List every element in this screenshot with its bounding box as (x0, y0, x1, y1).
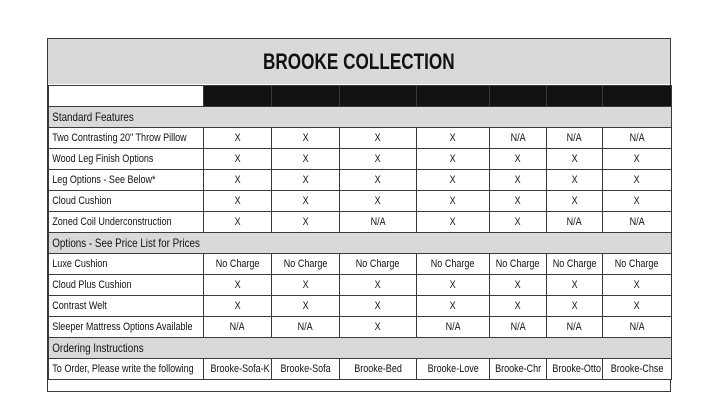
cell-value: N/A (629, 216, 645, 228)
cell-value: X (302, 300, 309, 312)
column-header-label: Sofa (295, 90, 316, 102)
cell-value: Brooke-Otto (552, 363, 601, 375)
value-cell-sofa (272, 296, 340, 317)
cell-value: X (571, 300, 578, 312)
cell-value: No Charge (215, 258, 260, 270)
collection-table-frame (47, 38, 671, 392)
feature-label: To Order, Please write the following (52, 363, 194, 375)
cell-value: X (571, 195, 578, 207)
table-row (49, 212, 672, 233)
section-heading-label: Ordering Instructions (52, 341, 144, 355)
value-cell-loveseat (417, 296, 490, 317)
cell-value: X (374, 174, 382, 186)
value-cell-queen-sleeper (340, 317, 417, 338)
cell-value: X (302, 174, 309, 186)
cell-value: X (449, 132, 457, 144)
value-cell-ottoman (547, 212, 603, 233)
value-cell-loveseat (417, 149, 490, 170)
feature-label: Cloud Plus Cushion (52, 279, 132, 291)
column-header-ottoman (547, 86, 603, 107)
cell-value: Brooke-Love (427, 363, 479, 375)
value-cell-queen-sleeper (340, 191, 417, 212)
feature-label-cell (49, 128, 204, 149)
cell-value: X (633, 279, 641, 291)
value-cell-ottoman (547, 191, 603, 212)
value-cell-chair (490, 128, 547, 149)
cell-value: N/A (566, 321, 583, 333)
section-heading-label: Options - See Price List for Prices (52, 236, 200, 250)
feature-label-cell (49, 149, 204, 170)
column-header-queen-sleeper (340, 86, 417, 107)
cell-value: No Charge (615, 258, 659, 270)
value-cell-loveseat (417, 170, 490, 191)
cell-value: X (234, 153, 241, 165)
cell-value: X (302, 195, 309, 207)
cell-value: X (234, 195, 241, 207)
column-header-chaise (603, 86, 672, 107)
column-header-label: Loveseat (433, 90, 473, 102)
value-cell-chaise (603, 191, 672, 212)
cell-value: X (374, 321, 382, 333)
feature-label: Wood Leg Finish Options (52, 153, 154, 165)
cell-value: X (449, 279, 457, 291)
cell-value: X (449, 174, 457, 186)
cell-value: X (514, 216, 522, 228)
value-cell-chair (490, 359, 547, 380)
cell-value: X (449, 195, 457, 207)
feature-label: Zoned Coil Underconstruction (52, 216, 172, 228)
cell-value: X (571, 279, 578, 291)
section-heading-cell (49, 233, 672, 254)
cell-value: X (374, 153, 382, 165)
table-row (49, 359, 672, 380)
value-cell-sofa-k (204, 212, 272, 233)
value-cell-queen-sleeper (340, 212, 417, 233)
table-row (49, 149, 672, 170)
value-cell-sofa (272, 128, 340, 149)
cell-value: No Charge (283, 258, 328, 270)
value-cell-sofa-k (204, 128, 272, 149)
cell-value: X (633, 195, 641, 207)
cell-value: N/A (629, 132, 645, 144)
cell-value: X (449, 300, 457, 312)
cell-value: X (374, 195, 382, 207)
feature-label: Two Contrasting 20" Throw Pillow (52, 132, 187, 144)
feature-label-cell (49, 317, 204, 338)
value-cell-sofa-k (204, 170, 272, 191)
cell-value: X (514, 174, 522, 186)
cell-value: X (374, 132, 382, 144)
value-cell-sofa-k (204, 254, 272, 275)
feature-label: Luxe Cushion (52, 258, 108, 270)
cell-value: X (633, 153, 641, 165)
value-cell-ottoman (547, 254, 603, 275)
value-cell-loveseat (417, 191, 490, 212)
column-header-row (49, 86, 672, 107)
column-header-label: Sofa K (223, 90, 252, 102)
table-row (49, 191, 672, 212)
collection-title: BROOKE COLLECTION (263, 48, 455, 74)
cell-value: N/A (297, 321, 314, 333)
column-header-label: Chaise (622, 90, 652, 102)
value-cell-ottoman (547, 275, 603, 296)
value-cell-queen-sleeper (340, 170, 417, 191)
value-cell-sofa-k (204, 275, 272, 296)
cell-value: X (449, 216, 457, 228)
cell-value: X (633, 174, 641, 186)
value-cell-ottoman (547, 149, 603, 170)
cell-value: X (302, 132, 309, 144)
feature-label-cell (49, 296, 204, 317)
column-header-loveseat (417, 86, 490, 107)
cell-value: N/A (566, 216, 583, 228)
value-cell-sofa-k (204, 359, 272, 380)
value-cell-sofa-k (204, 149, 272, 170)
cell-value: N/A (566, 132, 583, 144)
cell-value: N/A (229, 321, 246, 333)
cell-value: X (302, 216, 309, 228)
value-cell-queen-sleeper (340, 128, 417, 149)
section-heading-cell (49, 107, 672, 128)
value-cell-loveseat (417, 317, 490, 338)
cell-value: X (234, 300, 241, 312)
cell-value: X (234, 216, 241, 228)
value-cell-chaise (603, 170, 672, 191)
value-cell-sofa (272, 254, 340, 275)
title-band (48, 39, 670, 84)
cell-value: X (234, 279, 241, 291)
features-table (48, 85, 672, 380)
value-cell-loveseat (417, 359, 490, 380)
value-cell-loveseat (417, 128, 490, 149)
value-cell-chair (490, 275, 547, 296)
feature-label: Leg Options - See Below* (52, 174, 156, 186)
value-cell-sofa (272, 191, 340, 212)
feature-label-cell (49, 212, 204, 233)
cell-value: X (514, 195, 522, 207)
value-cell-ottoman (547, 128, 603, 149)
cell-value: Brooke-Bed (354, 363, 402, 375)
header-blank-cell (49, 86, 204, 107)
feature-label-cell (49, 275, 204, 296)
column-header-label: Chair (506, 90, 530, 102)
cell-value: X (571, 153, 578, 165)
cell-value: X (514, 300, 522, 312)
value-cell-ottoman (547, 359, 603, 380)
value-cell-chair (490, 191, 547, 212)
cell-value: Brooke-Sofa (280, 363, 331, 375)
feature-label: Contrast Welt (52, 300, 107, 312)
cell-value: N/A (445, 321, 461, 333)
value-cell-loveseat (417, 212, 490, 233)
value-cell-sofa (272, 317, 340, 338)
cell-value: X (374, 300, 382, 312)
cell-value: X (234, 132, 241, 144)
value-cell-ottoman (547, 317, 603, 338)
value-cell-queen-sleeper (340, 149, 417, 170)
feature-label-cell (49, 359, 204, 380)
value-cell-queen-sleeper (340, 275, 417, 296)
cell-value: Brooke-Sofa-K (210, 363, 270, 375)
cell-value: X (234, 174, 241, 186)
feature-label-cell (49, 191, 204, 212)
table-row (49, 275, 672, 296)
column-header-chair (490, 86, 547, 107)
value-cell-chair (490, 317, 547, 338)
cell-value: X (302, 153, 309, 165)
cell-value: X (514, 279, 522, 291)
value-cell-sofa (272, 149, 340, 170)
value-cell-sofa (272, 359, 340, 380)
section-heading-label: Standard Features (52, 110, 134, 124)
cell-value: N/A (370, 216, 386, 228)
cell-value: No Charge (496, 258, 540, 270)
cell-value: N/A (629, 321, 645, 333)
value-cell-sofa (272, 212, 340, 233)
value-cell-sofa (272, 170, 340, 191)
value-cell-loveseat (417, 275, 490, 296)
value-cell-chaise (603, 317, 672, 338)
value-cell-chaise (603, 254, 672, 275)
value-cell-chaise (603, 128, 672, 149)
cell-value: X (514, 153, 522, 165)
value-cell-queen-sleeper (340, 359, 417, 380)
value-cell-chaise (603, 359, 672, 380)
cell-value: N/A (510, 132, 526, 144)
cell-value: X (302, 279, 309, 291)
cell-value: N/A (510, 321, 526, 333)
value-cell-chair (490, 254, 547, 275)
value-cell-chaise (603, 149, 672, 170)
table-row (49, 296, 672, 317)
section-header-standard-features (49, 107, 672, 128)
cell-value: X (571, 174, 578, 186)
value-cell-chaise (603, 275, 672, 296)
cell-value: No Charge (356, 258, 400, 270)
cell-value: X (633, 300, 641, 312)
column-header-label: Ottoman (555, 90, 594, 102)
value-cell-queen-sleeper (340, 254, 417, 275)
value-cell-queen-sleeper (340, 296, 417, 317)
value-cell-sofa-k (204, 317, 272, 338)
table-row (49, 170, 672, 191)
table-row (49, 254, 672, 275)
feature-label: Sleeper Mattress Options Available (52, 321, 193, 333)
table-row (49, 317, 672, 338)
section-header-ordering-instructions (49, 338, 672, 359)
section-header-options-see-price-list-for-prices (49, 233, 672, 254)
cell-value: X (449, 153, 457, 165)
value-cell-chair (490, 212, 547, 233)
cell-value: Brooke-Chr (495, 363, 542, 375)
cell-value: X (374, 279, 382, 291)
table-row (49, 128, 672, 149)
value-cell-sofa-k (204, 296, 272, 317)
feature-label-cell (49, 170, 204, 191)
value-cell-ottoman (547, 296, 603, 317)
section-heading-cell (49, 338, 672, 359)
feature-label-cell (49, 254, 204, 275)
value-cell-ottoman (547, 170, 603, 191)
value-cell-chaise (603, 212, 672, 233)
value-cell-chair (490, 149, 547, 170)
column-header-label: Queen Sleeper (346, 90, 411, 102)
cell-value: No Charge (552, 258, 597, 270)
value-cell-chair (490, 296, 547, 317)
value-cell-chair (490, 170, 547, 191)
value-cell-sofa-k (204, 191, 272, 212)
cell-value: No Charge (431, 258, 475, 270)
feature-label: Cloud Cushion (52, 195, 112, 207)
column-header-sofa-k (204, 86, 272, 107)
column-header-sofa (272, 86, 340, 107)
value-cell-loveseat (417, 254, 490, 275)
cell-value: Brooke-Chse (610, 363, 664, 375)
value-cell-sofa (272, 275, 340, 296)
value-cell-chaise (603, 296, 672, 317)
